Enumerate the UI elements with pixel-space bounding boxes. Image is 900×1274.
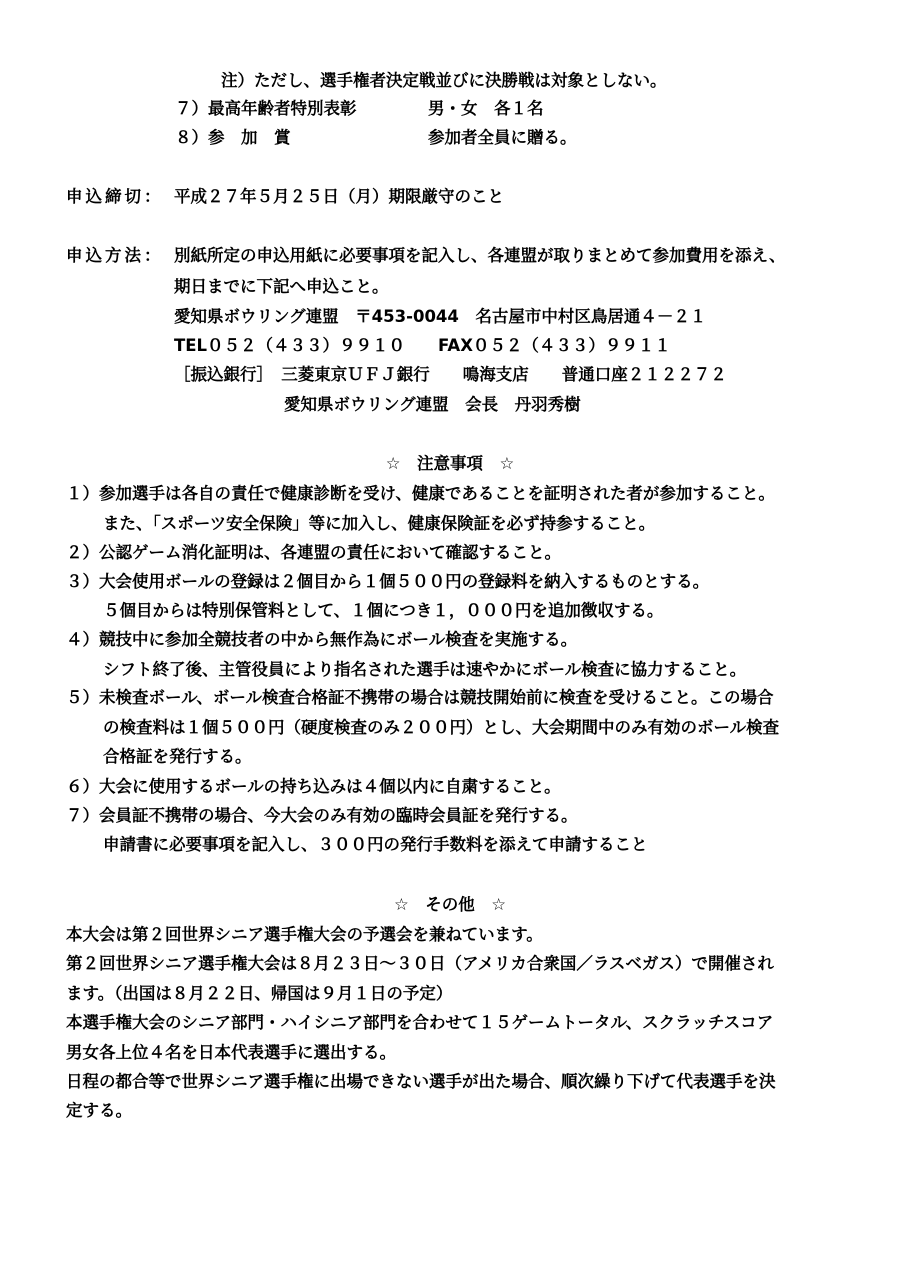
notes-line: ２）公認ゲーム消化証明は、各連盟の責任において確認すること。 — [66, 543, 561, 562]
notes-line: ４）競技中に参加全競技者の中から無作為にボール検査を実施する。 — [66, 630, 578, 649]
notes-line: ７）会員証不携帯の場合、今大会のみ有効の臨時会員証を発行する。 — [66, 806, 578, 825]
notes-line: 申請書に必要事項を記入し、３００円の発行手数料を添えて申請すること — [103, 835, 648, 854]
method-account-holder: 愛知県ボウリング連盟 会長 丹羽秀樹 — [284, 395, 581, 414]
notes-heading: ☆ 注意事項 ☆ — [385, 454, 515, 473]
other-line: 男女各上位４名を日本代表選手に選出する。 — [66, 1043, 396, 1062]
award-note: 注）ただし、選手権者決定戦並びに決勝戦は対象としない。 — [221, 71, 667, 90]
other-line: 本選手権大会のシニア部門・ハイシニア部門を合わせて１５ゲームトータル、スクラッチスコア — [66, 1013, 774, 1032]
award-item-7-value: 男・女 各１名 — [428, 99, 544, 118]
notes-line: シフト終了後、主管役員により指名された選手は速やかにボール検査に協力すること。 — [103, 660, 747, 679]
notes-line: ３）大会使用ボールの登録は２個目から１個５００円の登録料を納入するものとする。 — [66, 572, 710, 591]
award-item-8-value: 参加者全員に贈る。 — [428, 128, 577, 147]
other-line: ます。（出国は８月２２日、帰国は９月１日の予定） — [66, 984, 453, 1003]
method-label: 申込方法： — [66, 246, 164, 265]
method-tel-fax: TEL０５２（４３３）９９１０ FAX０５２（４３３）９９１１ — [174, 336, 671, 355]
method-line-1: 別紙所定の申込用紙に必要事項を記入し、各連盟が取りまとめて参加費用を添え、 — [174, 246, 786, 265]
other-line: 本大会は第２回世界シニア選手権大会の予選会を兼ねています。 — [66, 925, 543, 944]
notes-line: また、「スポーツ安全保険」等に加入し、健康保険証を必ず持参すること。 — [103, 514, 656, 533]
notes-line: ５個目からは特別保管料として、１個につき１，０００円を追加徴収する。 — [103, 601, 664, 620]
notes-line: １）参加選手は各自の責任で健康診断を受け、健康であることを証明された者が参加すること。 — [66, 484, 775, 503]
award-item-8-label: ８）参 加 賞 — [175, 128, 291, 147]
deadline-label: 申込締切： — [66, 187, 164, 206]
deadline-value: 平成２７年５月２５日（月）期限厳守のこと — [174, 187, 504, 206]
method-org-address: 愛知県ボウリング連盟 〒453-0044 名古屋市中村区鳥居通４－２１ — [174, 307, 707, 326]
notes-line: の検査料は１個５００円（硬度検査のみ２００円）とし、大会期間中のみ有効のボール検査 — [103, 718, 780, 737]
other-line: 第２回世界シニア選手権大会は８月２３日～３０日（アメリカ合衆国／ラスベガス）で開催され — [66, 954, 774, 973]
other-line: 定する。 — [66, 1101, 132, 1120]
other-heading: ☆ その他 ☆ — [393, 895, 507, 914]
notes-line: 合格証を発行する。 — [103, 747, 252, 766]
other-line: 日程の都合等で世界シニア選手権に出場できない選手が出た場合、順次繰り下げて代表選手を決 — [66, 1072, 776, 1091]
method-bank: ［振込銀行］ 三菱東京ＵＦＪ銀行 鳴海支店 普通口座２１２２７２ — [174, 365, 727, 384]
award-item-7-label: ７）最高年齢者特別表彰 — [175, 99, 357, 118]
notes-line: ６）大会に使用するボールの持ち込みは４個以内に自粛すること。 — [66, 777, 561, 796]
notes-line: ５）未検査ボール、ボール検査合格証不携帯の場合は競技開始前に検査を受けること。この場合 — [66, 688, 774, 707]
method-line-2: 期日までに下記へ申込こと。 — [174, 277, 389, 296]
